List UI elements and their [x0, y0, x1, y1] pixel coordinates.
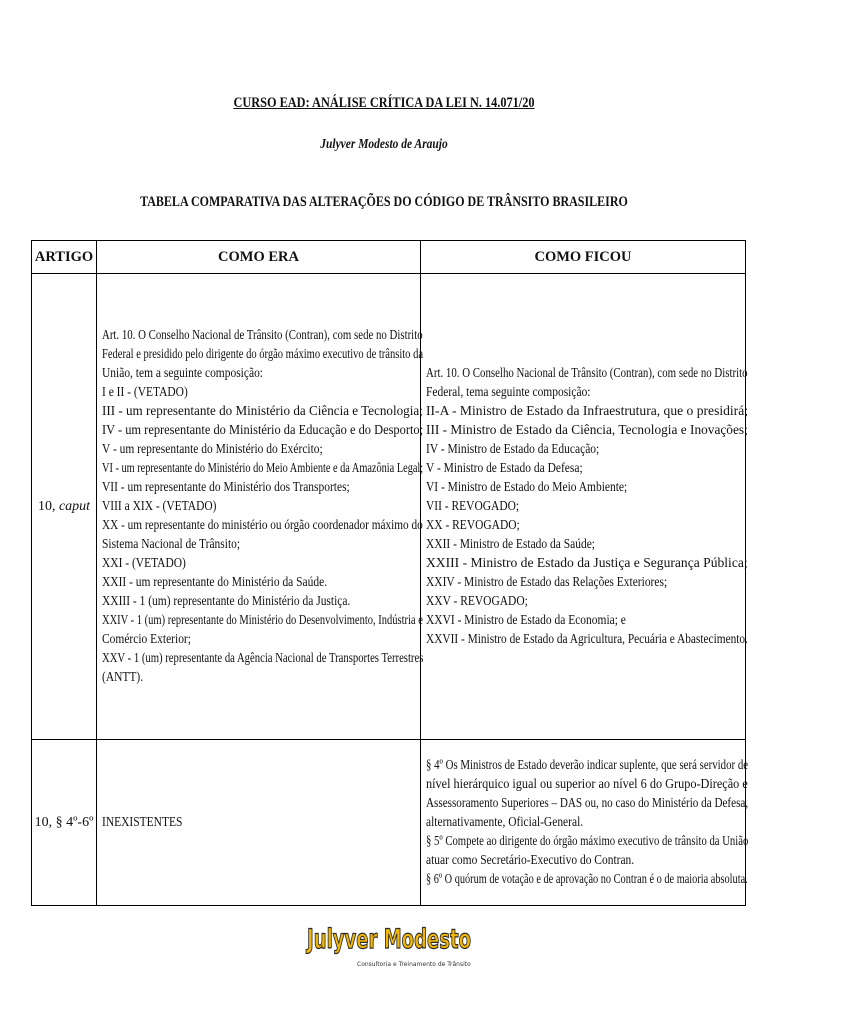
cell-text-line: III - um representante do Ministério da Ciência e Tecnologia; [102, 404, 423, 419]
table-header-row [32, 241, 746, 274]
cell-text-line: (ANTT). [102, 670, 144, 685]
cell-text-line: atuar como Secretário-Executivo do Contran. [426, 853, 635, 868]
cell-text-line: XXII - um representante do Ministério da Saúde. [102, 575, 328, 590]
cell-text-line: XXI - (VETADO) [102, 556, 186, 571]
cell-text-line: Assessoramento Superiores – DAS ou, no caso do Ministério da Defesa, [426, 796, 749, 811]
header-como-era: COMO ERA [97, 241, 421, 274]
cell-text-line: Art. 10. O Conselho Nacional de Trânsito (Contran), com sede no Distrito [102, 328, 423, 343]
cell-text-line: XXIII - 1 (um) representante do Ministério da Justiça. [102, 594, 351, 609]
como-era-cell [97, 274, 424, 740]
cell-text-line: IV - Ministro de Estado da Educação; [426, 442, 600, 457]
cell-text-line: IV - um representante do Ministério da Educação e do Desporto; [102, 423, 424, 438]
cell-text-line: XXII - Ministro de Estado da Saúde; [426, 537, 595, 552]
comparison-table [31, 240, 749, 906]
cell-text-line: VI - Ministro de Estado do Meio Ambiente; [426, 480, 628, 495]
cell-text-line: Federal e presidido pelo dirigente do órgão máximo executivo de trânsito da [102, 347, 424, 362]
cell-text-line: VI - um representante do Ministério do Meio Ambiente e da Amazônia Legal; [102, 461, 424, 476]
cell-text-line: § 4º Os Ministros de Estado deverão indicar suplente, que será servidor de [426, 758, 749, 773]
header-como-ficou: COMO FICOU [421, 241, 746, 274]
table-title: TABELA COMPARATIVA DAS ALTERAÇÕES DO CÓDIGO DE TRÂNSITO BRASILEIRO [140, 194, 628, 210]
publisher-logo [305, 912, 475, 974]
cell-text-line: XX - REVOGADO; [426, 518, 520, 533]
cell-text-line: XXIV - Ministro de Estado das Relações Exteriores; [426, 575, 668, 590]
cell-text-line: V - um representante do Ministério do Exército; [102, 442, 323, 457]
table-row [32, 740, 746, 906]
cell-text-line: nível hierárquico igual ou superior ao nível 6 do Grupo-Direção e [426, 777, 748, 792]
cell-text-line: XXIV - 1 (um) representante do Ministério do Desenvolvimento, Indústria e [102, 613, 423, 628]
cell-text-line: XXV - REVOGADO; [426, 594, 528, 609]
table-row [32, 274, 746, 740]
como-era-cell [97, 740, 421, 906]
cell-text-line: I e II - (VETADO) [102, 385, 188, 400]
como-ficou-cell [421, 740, 749, 906]
cell-text-line: Sistema Nacional de Trânsito; [102, 537, 241, 552]
author-name: Julyver Modesto de Araujo [320, 137, 448, 152]
cell-text-line: XXVII - Ministro de Estado da Agricultura, Pecuária e Abastecimento. [426, 632, 748, 647]
header-artigo: ARTIGO [32, 241, 97, 274]
cell-text-line: VII - um representante do Ministério dos Transportes; [102, 480, 350, 495]
cell-text-line: Federal, tema seguinte composição: [426, 385, 591, 400]
artigo-cell: 10, § 4º-6º [32, 740, 97, 906]
cell-text-line: V - Ministro de Estado da Defesa; [426, 461, 583, 476]
logo-graphic [305, 912, 475, 974]
cell-text-line: Comércio Exterior; [102, 632, 191, 647]
logo-wordmark: Julyver Modesto [305, 924, 471, 955]
como-ficou-cell [421, 274, 749, 740]
logo-tagline: Consultoria e Treinamento de Trânsito [357, 961, 471, 968]
document-title: CURSO EAD: ANÁLISE CRÍTICA DA LEI N. 14.071/20 [233, 95, 535, 111]
artigo-cell: 10, caput [32, 274, 97, 740]
cell-text-line: VII - REVOGADO; [426, 499, 520, 514]
cell-text-line: alternativamente, Oficial-General. [426, 815, 584, 830]
cell-text-line: § 6º O quórum de votação e de aprovação no Contran é o de maioria absoluta. [426, 872, 748, 887]
cell-text-line: INEXISTENTES [102, 815, 183, 830]
cell-text-line: União, tem a seguinte composição: [102, 366, 264, 381]
cell-text-line: § 5º Compete ao dirigente do órgão máximo executivo de trânsito da União [426, 834, 749, 849]
cell-text-line: II-A - Ministro de Estado da Infraestrutura, que o presidirá; [426, 404, 749, 419]
cell-text-line: XXVI - Ministro de Estado da Economia; e [426, 613, 626, 628]
cell-text-line: VIII a XIX - (VETADO) [102, 499, 217, 514]
cell-text-line: XXV - 1 (um) representante da Agência Nacional de Transportes Terrestres [102, 651, 424, 666]
cell-text-line: XXIII - Ministro de Estado da Justiça e Segurança Pública; [426, 556, 748, 571]
cell-text-line: III - Ministro de Estado da Ciência, Tecnologia e Inovações; [426, 423, 748, 438]
cell-text-line: Art. 10. O Conselho Nacional de Trânsito (Contran), com sede no Distrito [426, 366, 748, 381]
cell-text-line: XX - um representante do ministério ou órgão coordenador máximo do [102, 518, 423, 533]
